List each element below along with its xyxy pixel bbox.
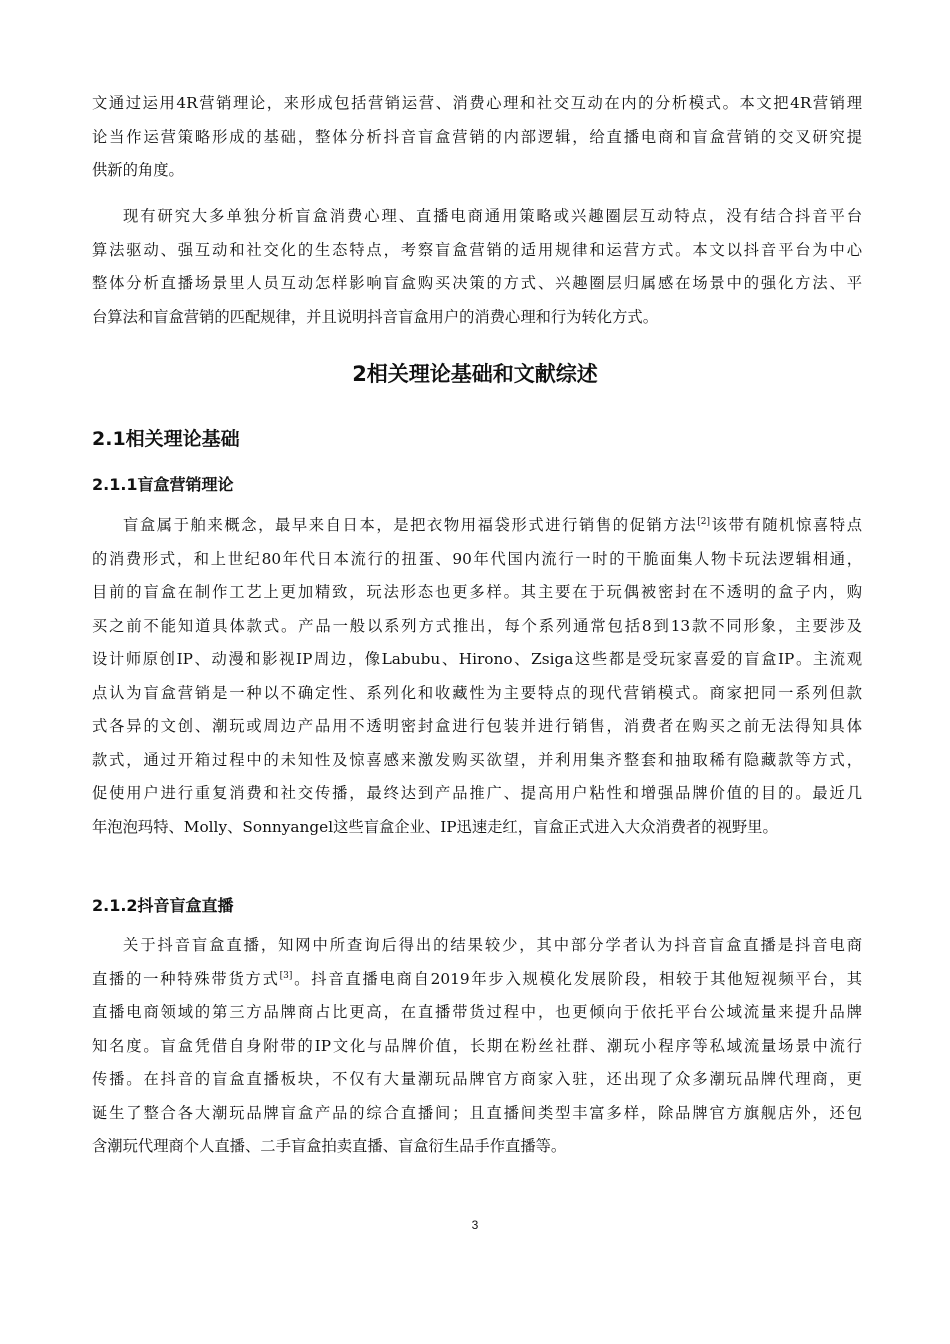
text-line (92, 929, 862, 963)
page-number: 3 (471, 1218, 479, 1232)
text-run: 年泡泡玛特、Molly、Sonnyangel这些盲盒企业、IP迅速走红，盲盒正式进入大众消费者的视野里。 (92, 817, 778, 836)
text-line: 算法驱动、强互动和社交化的生态特点，考察盲盒营销的适用规律和运营方式。本文以抖音平台为中心 (92, 240, 862, 259)
text-run: 关于抖音盲盒直播，知网中所查询后得出的结果较少，其中部分学者认为抖音盲盒直播是抖音电商 (123, 936, 862, 954)
paragraph-intro-tail (92, 87, 862, 188)
text-line: 台算法和盲盒营销的匹配规律，并且说明抖音盲盒用户的消费心理和行为转化方式。 (92, 307, 658, 326)
text-line: 整体分析直播场景里人员互动怎样影响盲盒购买决策的方式、兴趣圈层归属感在场景中的强化方法、平 (92, 274, 862, 292)
text-line (92, 1097, 862, 1131)
text-run: 该带有随机惊喜特点 (709, 516, 862, 534)
citation-ref: [2] (697, 516, 710, 527)
text-run: 设计师原创IP、动漫和影视IP周边，像Labubu、Hirono、Zsiga这些都是受玩家喜爱的盲盒IP。主流观 (92, 650, 862, 668)
text-line: 论当作运营策略形成的基础，整体分析抖音盲盒营销的内部逻辑，给直播电商和盲盒营销的交叉研究提 (92, 127, 862, 146)
chapter-heading: 2相关理论基础和文献综述 (352, 362, 598, 386)
text-line (92, 777, 862, 811)
text-run: 盲盒属于舶来概念，最早来自日本，是把衣物用福袋形式进行销售的促销方法 (123, 516, 698, 534)
text-line (92, 576, 862, 610)
text-run: 目前的盲盒在制作工艺上更加精致，玩法形态也更多样。其主要在于玩偶被密封在不透明的盒子内，购 (92, 583, 862, 601)
text-line: 现有研究大多单独分析盲盒消费心理、直播电商通用策略或兴趣圈层互动特点，没有结合抖音平台 (123, 207, 862, 225)
text-line (92, 1130, 862, 1164)
text-run: 知名度。盲盒凭借自身附带的IP文化与品牌价值，长期在粉丝社群、潮玩小程序等私域流量场景中流行 (92, 1036, 862, 1055)
text-run: 诞生了整合各大潮玩品牌盲盒产品的综合直播间；且直播间类型丰富多样，除品牌官方旗舰店外，还包 (92, 1103, 862, 1122)
subsection-heading-douyin-live: 2.1.2抖音盲盒直播 (92, 896, 234, 915)
text-line: 供新的角度。 (92, 161, 184, 179)
text-run: 含潮玩代理商个人直播、二手盲盒拍卖直播、盲盒衍生品手作直播等。 (92, 1137, 567, 1155)
text-run: 直播的一种特殊带货方式 (92, 969, 280, 988)
text-line (92, 1063, 862, 1097)
text-line (92, 643, 862, 677)
text-line (92, 677, 862, 711)
text-line (92, 996, 862, 1030)
text-run: 促使用户进行重复消费和社交传播，最终达到产品推广、提高用户粘性和增强品牌价值的目的。最近几 (92, 784, 862, 802)
text-line (92, 710, 862, 744)
section-heading: 2.1相关理论基础 (92, 428, 240, 450)
text-line (92, 963, 862, 997)
paragraph-research-gap (92, 200, 862, 334)
paragraph-blindbox-theory (92, 509, 862, 844)
text-run: 。抖音直播电商自2019年步入规模化发展阶段，相较于其他短视频平台，其 (292, 969, 862, 988)
text-line (92, 1030, 862, 1064)
paragraph-douyin-live (92, 929, 862, 1164)
text-run: 式各异的文创、潮玩或周边产品用不透明密封盒进行包装并进行销售，消费者在购买之前无法得知具体 (92, 717, 862, 735)
citation-ref: [3] (279, 970, 293, 981)
text-run: 买之前不能知道具体款式。产品一般以系列方式推出，每个系列通常包括8到13款不同形象，主要涉及 (92, 616, 862, 635)
text-line: 文通过运用4R营销理论，来形成包括营销运营、消费心理和社交互动在内的分析模式。本文把4R营销理 (92, 94, 862, 112)
text-line (92, 543, 862, 577)
subsection-heading-blindbox-theory: 2.1.1盲盒营销理论 (92, 475, 234, 494)
text-line (92, 509, 862, 543)
text-line (92, 744, 862, 778)
text-run: 传播。在抖音的盲盒直播板块，不仅有大量潮玩品牌官方商家入驻，还出现了众多潮玩品牌代理商，更 (92, 1070, 862, 1088)
text-run: 款式，通过开箱过程中的未知性及惊喜感来激发购买欲望，并利用集齐整套和抽取稀有隐藏款等方式， (92, 750, 862, 769)
text-run: 直播电商领域的第三方品牌商占比更高，在直播带货过程中，也更倾向于依托平台公域流量来提升品牌 (92, 1003, 862, 1021)
text-line (92, 610, 862, 644)
text-line (92, 811, 862, 845)
text-run: 点认为盲盒营销是一种以不确定性、系列化和收藏性为主要特点的现代营销模式。商家把同一系列但款 (92, 683, 862, 702)
text-run: 的消费形式，和上世纪80年代日本流行的扭蛋、90年代国内流行一时的干脆面集人物卡玩法逻辑相通， (92, 549, 862, 568)
